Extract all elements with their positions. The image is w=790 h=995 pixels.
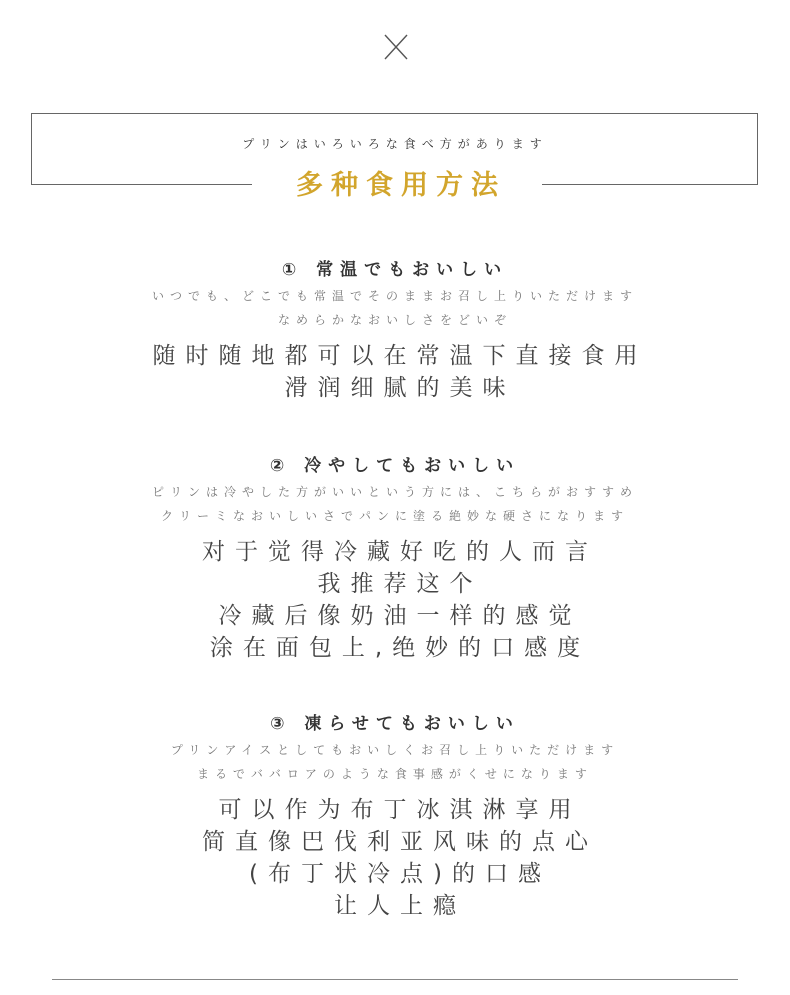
close-icon[interactable]	[383, 33, 409, 61]
chinese-line: 冷藏后像奶油一样的感觉	[218, 603, 582, 629]
page-title: 多种食用方法	[296, 170, 506, 201]
chinese-line: 对于觉得冷藏好吃的人而言	[202, 539, 598, 565]
bottom-divider	[52, 979, 738, 980]
section-room-temperature	[0, 258, 790, 404]
chinese-text-block	[0, 340, 790, 404]
japanese-line: まるでババロアのような食事感がくせになります	[197, 767, 593, 781]
section-heading: ① 常温でもおいしい	[281, 260, 509, 280]
chinese-line: 涂在面包上,绝妙的口感度	[209, 635, 591, 661]
chinese-line: (布丁状冷点)的口感	[249, 861, 551, 887]
japanese-line: ピリンは冷やした方がいいという方には、こちらがおすすめ	[151, 485, 639, 499]
chinese-line: 随时随地都可以在常温下直接食用	[152, 343, 648, 369]
chinese-line: 简直像巴伐利亚风味的点心	[202, 829, 598, 855]
section-heading: ③ 凍らせてもおいしい	[270, 714, 520, 734]
section-frozen	[0, 712, 790, 922]
chinese-text-block	[0, 794, 790, 922]
chinese-text-block	[0, 536, 790, 664]
section-chilled	[0, 454, 790, 664]
chinese-line: 让人上瘾	[334, 893, 466, 919]
chinese-line: 可以作为布丁冰淇淋享用	[218, 797, 582, 823]
title-container	[252, 162, 542, 210]
chinese-line: 我推荐这个	[317, 571, 483, 597]
japanese-line: なめらかなおいしさをどいぞ	[277, 313, 512, 327]
section-heading: ② 冷やしてもおいしい	[269, 456, 521, 476]
japanese-line: プリンアイスとしてもおいしくお召し上りいただけます	[170, 743, 620, 757]
chinese-line: 滑润细腻的美味	[284, 375, 516, 401]
japanese-line: いつでも、どこでも常温でそのままお召し上りいただけます	[151, 289, 638, 303]
japanese-line: クリーミなおいしいさでパンに塗る絶妙な硬さになります	[160, 509, 629, 523]
subtitle-japanese: プリンはいろいろな食べ方があります	[242, 137, 548, 151]
